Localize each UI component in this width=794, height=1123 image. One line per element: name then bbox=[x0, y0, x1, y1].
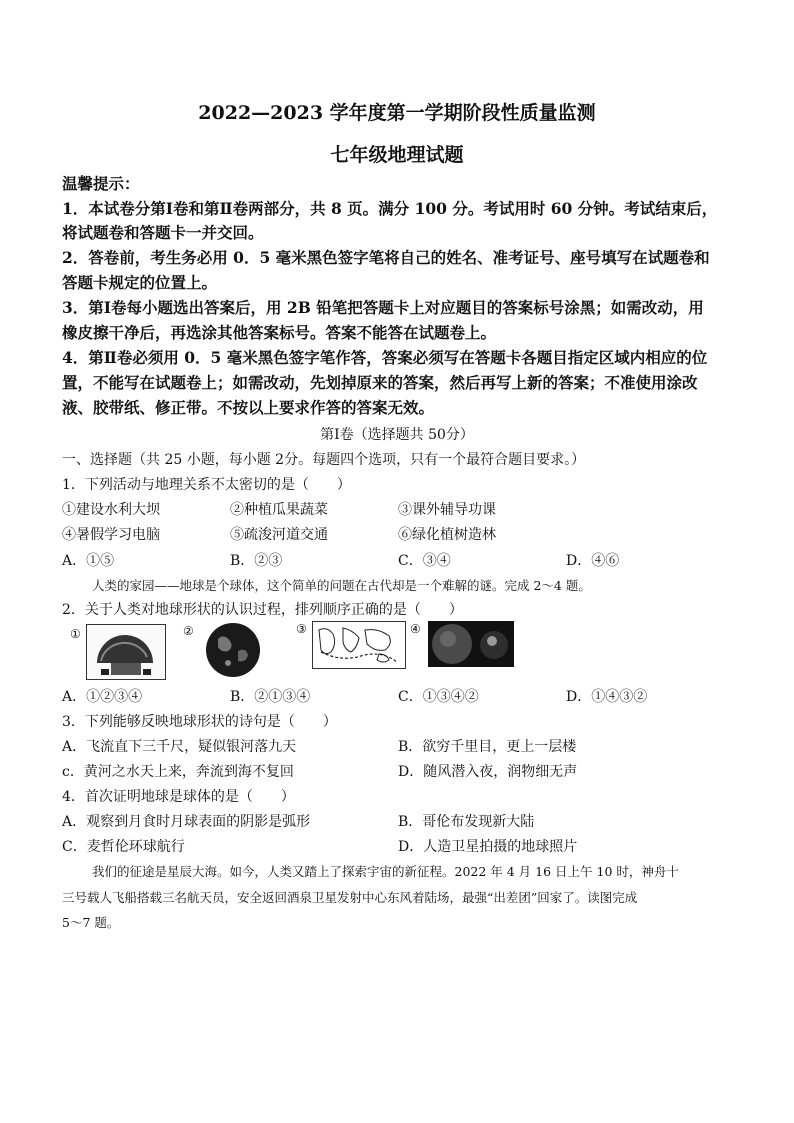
q3-option-d: D．随风潜入夜，润物细无声 bbox=[398, 764, 578, 780]
notice-line: 答题卡规定的位置上。 bbox=[62, 273, 218, 292]
passage-2-line: 三号载人飞船搭载三名航天员，安全返回酒泉卫星发射中心东风着陆场，最强“出差团”回家了。读图完成 bbox=[62, 890, 638, 905]
question-2-stem: 2．关于人类对地球形状的认识过程，排列顺序正确的是（ ） bbox=[62, 602, 463, 618]
q1-item: ⑥绿化植树造林 bbox=[398, 527, 496, 543]
figure-satellite-photo-image bbox=[428, 621, 514, 667]
q3-option-b: B．欲穷千里目，更上一层楼 bbox=[398, 739, 577, 755]
q1-item: ①建设水利大坝 bbox=[62, 502, 160, 518]
q2-option-c: C．①③④② bbox=[398, 689, 479, 705]
notice-line: 4．第Ⅱ卷必须用 0．5 毫米黑色签字笔作答，答案必须写在答题卡各题目指定区域内相应的位 bbox=[62, 348, 708, 367]
page-subtitle: 七年级地理试题 bbox=[330, 144, 464, 166]
section-heading: 第Ⅰ卷（选择题共 50分） bbox=[320, 427, 474, 443]
question-4-stem: 4．首次证明地球是球体的是（ ） bbox=[62, 789, 295, 805]
q1-item: ②种植瓜果蔬菜 bbox=[230, 502, 328, 518]
q4-option-c: C．麦哲伦环球航行 bbox=[62, 839, 185, 855]
notice-line: 3．第Ⅰ卷每小题选出答案后，用 2B 铅笔把答题卡上对应题目的答案标号涂黑；如需改动，用 bbox=[62, 298, 704, 317]
figure-label: ③ bbox=[296, 622, 307, 636]
passage-2-line: 5～7 题。 bbox=[62, 915, 120, 930]
q1-option-b: B．②③ bbox=[230, 553, 283, 569]
q1-item: ④暑假学习电脑 bbox=[62, 527, 160, 543]
figure-label: ④ bbox=[410, 622, 421, 636]
figure-voyage-map-image bbox=[312, 621, 406, 669]
figure-flat-earth-image bbox=[86, 624, 166, 680]
q3-option-a: A．飞流直下三千尺，疑似银河落九天 bbox=[62, 739, 297, 755]
notice-heading: 温馨提示： bbox=[62, 174, 140, 193]
notice-line: 2．答卷前，考生务必用 0．5 毫米黑色签字笔将自己的姓名、准考证号、座号填写在试题卷和 bbox=[62, 248, 710, 267]
q4-option-a: A．观察到月食时月球表面的阴影是弧形 bbox=[62, 814, 311, 830]
notice-line: 置，不能写在试题卷上；如需改动，先划掉原来的答案，然后再写上新的答案；不准使用涂改 bbox=[62, 373, 698, 392]
q1-option-d: D．④⑥ bbox=[566, 553, 620, 569]
passage-1: 人类的家园——地球是个球体，这个简单的问题在古代却是一个难解的谜。完成 2～4 题。 bbox=[92, 578, 591, 593]
q4-option-d: D．人造卫星拍摄的地球照片 bbox=[398, 839, 578, 855]
page-title: 2022—2023 学年度第一学期阶段性质量监测 bbox=[198, 102, 596, 124]
question-3-stem: 3．下列能够反映地球形状的诗句是（ ） bbox=[62, 714, 337, 730]
notice-line: 液、胶带纸、修正带。不按以上要求作答的答案无效。 bbox=[62, 398, 435, 417]
figure-globe-image bbox=[198, 621, 268, 679]
q2-option-b: B．②①③④ bbox=[230, 689, 311, 705]
q4-option-b: B．哥伦布发现新大陆 bbox=[398, 814, 535, 830]
q2-option-a: A．①②③④ bbox=[62, 689, 143, 705]
notice-line: 1．本试卷分第Ⅰ卷和第Ⅱ卷两部分，共 8 页。满分 100 分。考试用时 60 分钟。考试结束后， bbox=[62, 199, 718, 218]
q2-option-d: D．①④③② bbox=[566, 689, 648, 705]
section-instructions: 一、选择题（共 25 小题，每小题 2分。每题四个选项，只有一个最符合题目要求。） bbox=[62, 452, 586, 468]
q1-option-c: C．③④ bbox=[398, 553, 451, 569]
q3-option-c: c．黄河之水天上来，奔流到海不复回 bbox=[62, 764, 294, 780]
q1-option-a: A．①⑤ bbox=[62, 553, 115, 569]
figure-label: ② bbox=[183, 624, 194, 638]
q1-item: ⑤疏浚河道交通 bbox=[230, 527, 328, 543]
notice-line: 将试题卷和答题卡一并交回。 bbox=[62, 223, 264, 242]
passage-2-line: 我们的征途是星辰大海。如今，人类又踏上了探索宇宙的新征程。2022 年 4 月 16 日上午 10 时，神舟十 bbox=[92, 864, 679, 879]
notice-line: 橡皮擦干净后，再选涂其他答案标号。答案不能答在试题卷上。 bbox=[62, 323, 497, 342]
figure-label: ① bbox=[70, 627, 81, 641]
q1-item: ③课外辅导功课 bbox=[398, 502, 496, 518]
question-1-stem: 1．下列活动与地理关系不太密切的是（ ） bbox=[62, 477, 351, 493]
